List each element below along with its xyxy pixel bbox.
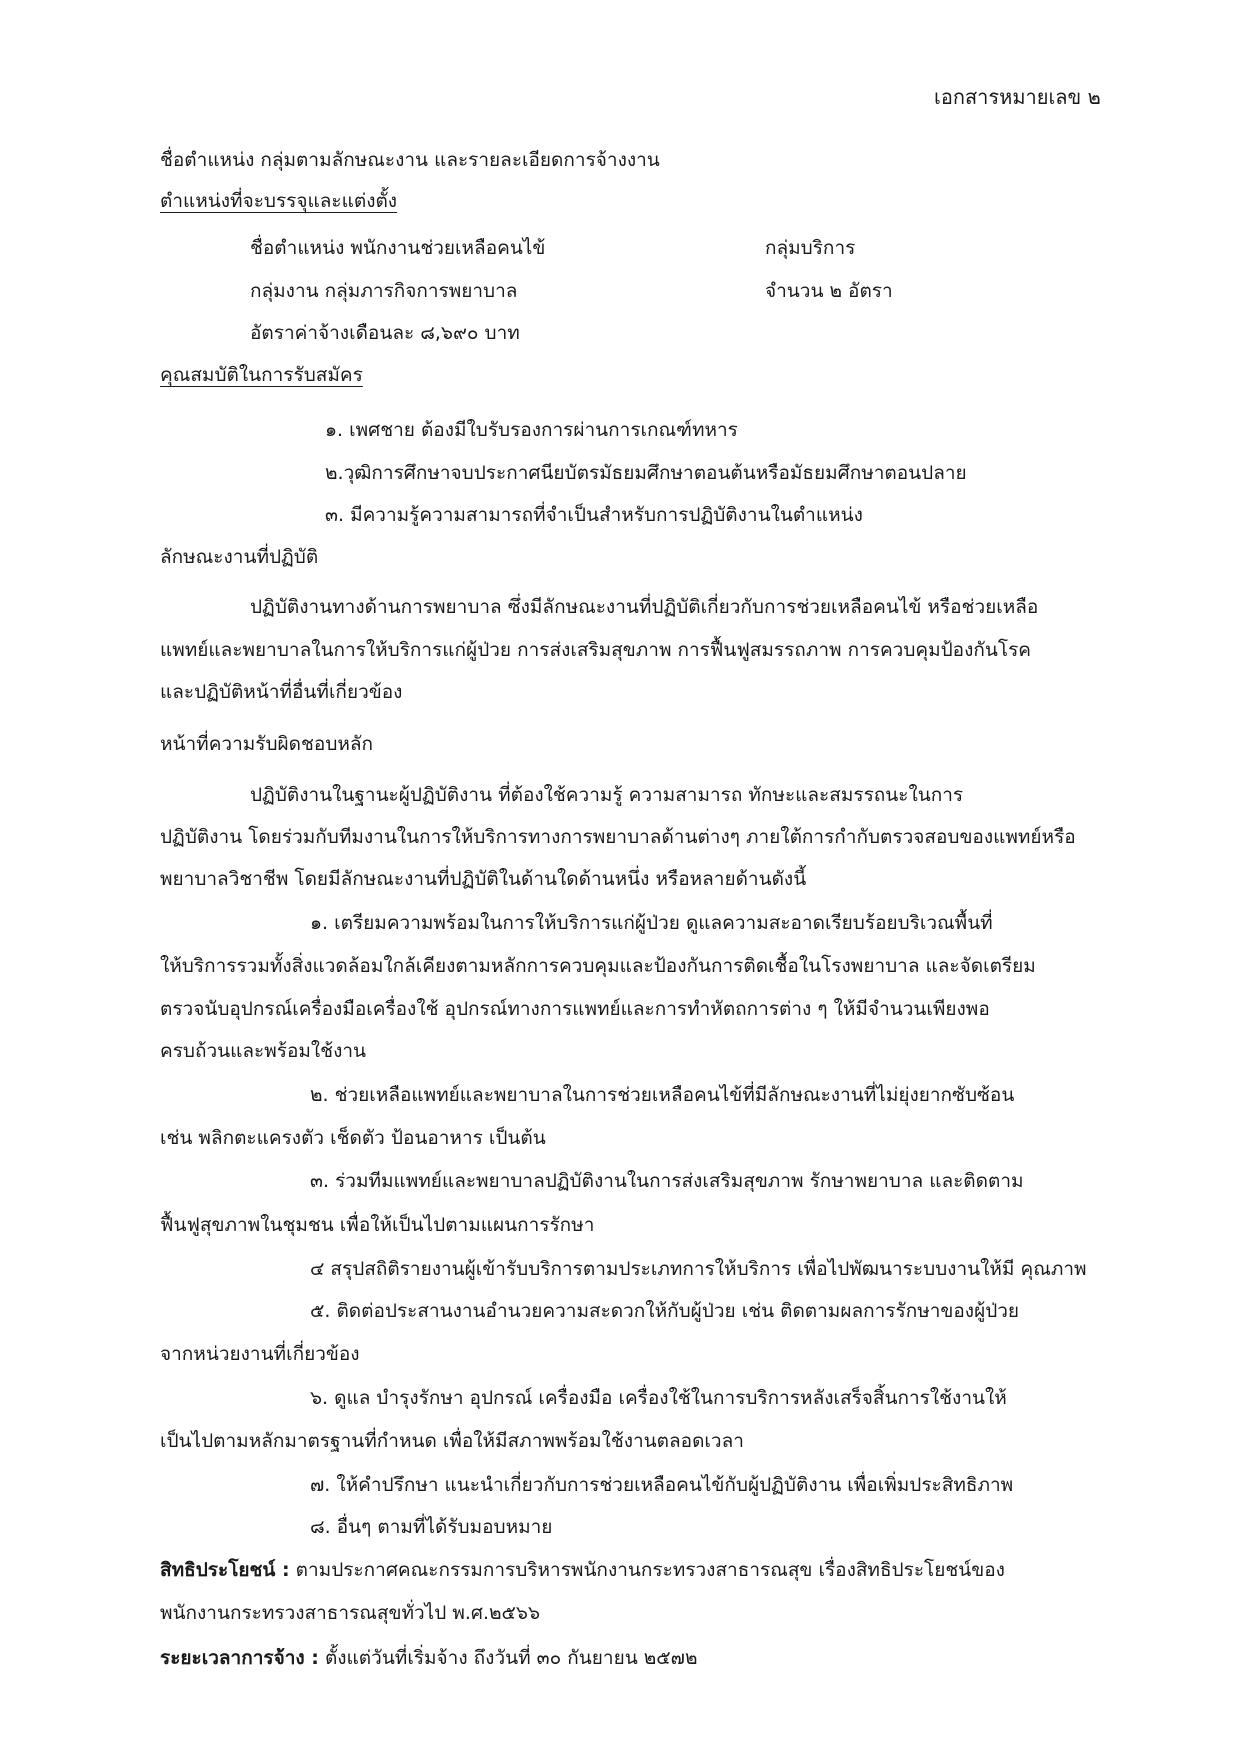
qualifications-heading: คุณสมบัติในการรับสมัคร: [160, 364, 363, 386]
position-section-heading: ตำแหน่งที่จะบรรจุและแต่งตั้ง: [160, 190, 398, 212]
qualification-item: ๑. เพศชาย ต้องมีใบรับรองการผ่านการเกณฑ์ทหาร: [325, 419, 738, 441]
duty-item-1: ๑. เตรียมความพร้อมในการให้บริการแก่ผู้ป่วย ดูแลความสะอาดเรียบร้อยบริเวณพื้นที่: [310, 912, 993, 934]
employment-period-label: ระยะเวลาการจ้าง :: [160, 1647, 319, 1669]
duty-item-4: ๔ สรุปสถิติรายงานผู้เข้ารับบริการตามประเภทการให้บริการ เพื่อไปพัฒนาระบบงานให้มี คุณภาพ: [310, 1258, 1087, 1280]
duty-item-6: ๖. ดูแล บำรุงรักษา อุปกรณ์ เครื่องมือ เครื่องใช้ในการบริการหลังเสร็จสิ้นการใช้งานให้: [310, 1387, 1007, 1409]
duty-item-6: เป็นไปตามหลักมาตรฐานที่กำหนด เพื่อให้มีสภาพพร้อมใช้งานตลอดเวลา: [160, 1430, 744, 1452]
qualification-item: ๓. มีความรู้ความสามารถที่จำเป็นสำหรับการปฏิบัติงานในตำแหน่ง: [325, 504, 863, 526]
duty-item-1: ให้บริการรวมทั้งสิ่งแวดล้อมใกล้เคียงตามหลักการควบคุมและป้องกันการติดเชื้อในโรงพยาบาล และจัดเตรียม: [160, 955, 1036, 977]
duty-item-1: ตรวจนับอุปกรณ์เครื่องมือเครื่องใช้ อุปกรณ์ทางการแพทย์และการทำหัตถการต่าง ๆ ให้มีจำนวนเพียงพอ: [160, 998, 990, 1020]
benefits-line-2: พนักงานกระทรวงสาธารณสุขทั่วไป พ.ศ.๒๕๖๖: [160, 1602, 541, 1624]
job-nature-line: และปฏิบัติหน้าที่อื่นที่เกี่ยวข้อง: [160, 681, 403, 703]
position-count: จำนวน ๒ อัตรา: [765, 280, 893, 302]
job-nature-line: แพทย์และพยาบาลในการให้บริการแก่ผู้ป่วย การส่งเสริมสุขภาพ การฟื้นฟูสมรรถภาพ การควบคุมป้องกันโรค: [160, 639, 1031, 661]
employment-period-line: [160, 1645, 697, 1671]
employment-period-text: ตั้งแต่วันที่เริ่มจ้าง ถึงวันที่ ๓๐ กันยายน ๒๕๗๒: [318, 1647, 698, 1669]
benefits-line: [160, 1557, 1005, 1583]
duties-intro-line: ปฏิบัติงาน โดยร่วมกับทีมงานในการให้บริการทางการพยาบาลด้านต่างๆ ภายใต้การกำกับตรวจสอบของแพทย์หรือ: [160, 826, 1076, 848]
duty-item-5: ๕. ติดต่อประสานงานอำนวยความสะดวกให้กับผู้ป่วย เช่น ติดตามผลการรักษาของผู้ป่วย: [310, 1300, 1020, 1322]
position-name: ชื่อตำแหน่ง พนักงานช่วยเหลือคนไข้: [250, 237, 546, 259]
duties-intro-line: พยาบาลวิชาชีพ โดยมีลักษณะงานที่ปฏิบัติในด้านใดด้านหนึ่ง หรือหลายด้านดังนี้: [160, 868, 807, 890]
position-group: กลุ่มบริการ: [765, 237, 856, 259]
job-nature-heading: ลักษณะงานที่ปฏิบัติ: [160, 546, 319, 568]
document-number: เอกสารหมายเลข ๒: [934, 85, 1101, 109]
duty-item-5: จากหน่วยงานที่เกี่ยวข้อง: [160, 1343, 360, 1365]
duty-item-7: ๗. ให้คำปรึกษา แนะนำเกี่ยวกับการช่วยเหลือคนไข้กับผู้ปฏิบัติงาน เพื่อเพิ่มประสิทธิภาพ: [310, 1474, 1014, 1496]
work-group: กลุ่มงาน กลุ่มภารกิจการพยาบาล: [250, 280, 518, 302]
qualification-item: ๒.วุฒิการศึกษาจบประกาศนียบัตรมัธยมศึกษาตอนต้นหรือมัธยมศึกษาตอนปลาย: [325, 462, 967, 484]
duty-item-1: ครบถ้วนและพร้อมใช้งาน: [160, 1040, 367, 1062]
duty-item-3: ๓. ร่วมทีมแพทย์และพยาบาลปฏิบัติงานในการส่งเสริมสุขภาพ รักษาพยาบาล และติดตาม: [310, 1170, 1024, 1192]
benefits-text: ตามประกาศคณะกรรมการบริหารพนักงานกระทรวงสาธารณสุข เรื่องสิทธิประโยชน์ของ: [289, 1559, 1005, 1581]
duty-item-2: ๒. ช่วยเหลือแพทย์และพยาบาลในการช่วยเหลือคนไข้ที่มีลักษณะงานที่ไม่ยุ่งยากซับซ้อน: [310, 1084, 1015, 1106]
duty-item-8: ๘. อื่นๆ ตามที่ได้รับมอบหมาย: [310, 1516, 553, 1538]
duties-heading: หน้าที่ความรับผิดชอบหลัก: [160, 733, 374, 755]
job-nature-line: ปฏิบัติงานทางด้านการพยาบาล ซึ่งมีลักษณะงานที่ปฏิบัติเกี่ยวกับการช่วยเหลือคนไข้ หรือช่วยเหลือ: [250, 596, 1039, 618]
wage-rate: อัตราค่าจ้างเดือนละ ๘,๖๙๐ บาท: [250, 322, 520, 344]
duties-intro-line: ปฏิบัติงานในฐานะผู้ปฏิบัติงาน ที่ต้องใช้ความรู้ ความสามารถ ทักษะและสมรรถนะในการ: [250, 784, 964, 806]
main-heading: ชื่อตำแหน่ง กลุ่มตามลักษณะงาน และรายละเอียดการจ้างงาน: [160, 149, 660, 171]
duty-item-2: เช่น พลิกตะแครงตัว เช็ดตัว ป้อนอาหาร เป็นต้น: [160, 1127, 546, 1149]
duty-item-3: ฟื้นฟูสุขภาพในชุมชน เพื่อให้เป็นไปตามแผนการรักษา: [160, 1214, 595, 1236]
benefits-label: สิทธิประโยชน์ :: [160, 1559, 290, 1581]
